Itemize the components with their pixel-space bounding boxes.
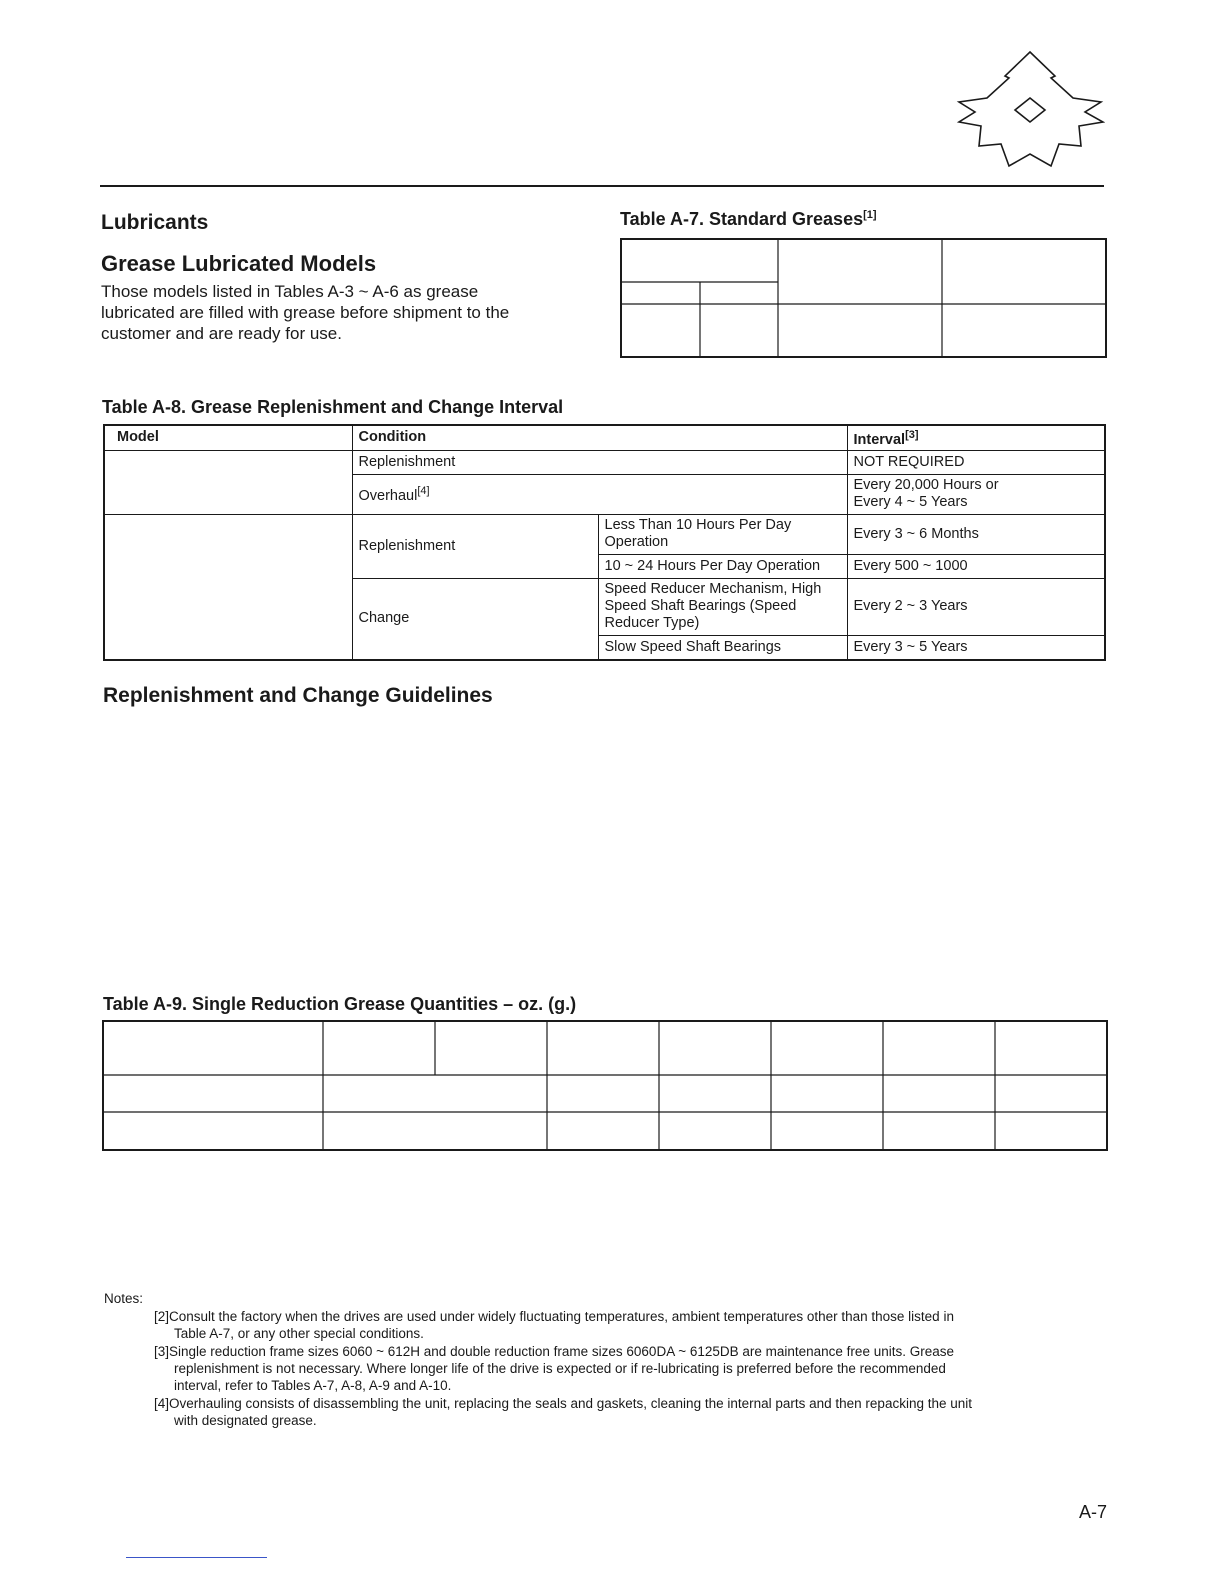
interval-cell: Every 500 ~ 1000 bbox=[847, 554, 1105, 578]
model-cell-2 bbox=[104, 514, 352, 660]
diamond-logo-icon bbox=[955, 50, 1105, 170]
header-condition: Condition bbox=[352, 425, 847, 450]
condition-cell: Overhaul[4] bbox=[352, 474, 847, 514]
model-cell-1 bbox=[104, 450, 352, 514]
notes-label: Notes: bbox=[104, 1291, 144, 1306]
interval-cell: Every 2 ~ 3 Years bbox=[847, 578, 1105, 635]
guidelines-title: Replenishment and Change Guidelines bbox=[103, 684, 493, 707]
header-model: Model bbox=[104, 425, 352, 450]
table-row bbox=[104, 425, 1105, 450]
note-4: [4]Overhauling consists of disassembling the unit, replacing the seals and gaskets, cleaning the internal parts and then repacking the unit with designated grease. bbox=[154, 1396, 973, 1428]
condition-cell: Replenishment bbox=[352, 514, 598, 578]
table-a8-title: Table A-8. Grease Replenishment and Change Interval bbox=[102, 397, 564, 417]
sub-condition-cell: 10 ~ 24 Hours Per Day Operation bbox=[598, 554, 847, 578]
table-row bbox=[104, 450, 1105, 474]
subsection-title-grease-lubricated: Grease Lubricated Models bbox=[101, 251, 377, 276]
header-rule bbox=[100, 185, 1104, 187]
interval-cell: NOT REQUIRED bbox=[847, 450, 1105, 474]
sub-condition-cell: Slow Speed Shaft Bearings bbox=[598, 635, 847, 660]
interval-cell: Every 20,000 Hours or Every 4 ~ 5 Years bbox=[847, 474, 1105, 514]
grease-models-paragraph: Those models listed in Tables A-3 ~ A-6 as grease lubricated are filled with grease before shipment to the customer and are ready for use. bbox=[101, 282, 510, 343]
sub-condition-cell: Speed Reducer Mechanism, High Speed Shaft Bearings (Speed Reducer Type) bbox=[598, 578, 847, 635]
interval-cell: Every 3 ~ 6 Months bbox=[847, 514, 1105, 554]
table-a9-grid bbox=[104, 1022, 1106, 1149]
notes-section bbox=[104, 1290, 1104, 1429]
footer-line bbox=[126, 1557, 267, 1558]
condition-cell: Change bbox=[352, 578, 598, 660]
table-row bbox=[104, 514, 1105, 554]
note-2: [2]Consult the factory when the drives are used under widely fluctuating temperatures, ambient temperatures other than those listed in Table A-7, or any other special conditions. bbox=[154, 1309, 954, 1341]
header-interval: Interval[3] bbox=[847, 425, 1105, 450]
table-a8 bbox=[103, 424, 1106, 661]
sub-condition-cell: Less Than 10 Hours Per Day Operation bbox=[598, 514, 847, 554]
page-number: A-7 bbox=[1079, 1502, 1108, 1522]
section-title-lubricants: Lubricants bbox=[101, 211, 209, 234]
table-a9-title: Table A-9. Single Reduction Grease Quantities – oz. (g.) bbox=[103, 994, 577, 1014]
table-a9 bbox=[102, 1020, 1108, 1151]
note-3: [3]Single reduction frame sizes 6060 ~ 612H and double reduction frame sizes 6060DA ~ 6125DB are maintenance free units. Grease replenishment is not necessary. Where longer life of the drive is expected or if re-lubricating is preferred before the recommended interval, refer to Tables A-7, A-8, A-9 and A-10. bbox=[154, 1344, 954, 1393]
table-a7-grid bbox=[622, 240, 1105, 356]
condition-cell: Replenishment bbox=[352, 450, 847, 474]
table-a7-title: Table A-7. Standard Greases[1] bbox=[620, 209, 877, 229]
interval-cell: Every 3 ~ 5 Years bbox=[847, 635, 1105, 660]
table-a7 bbox=[620, 238, 1107, 358]
